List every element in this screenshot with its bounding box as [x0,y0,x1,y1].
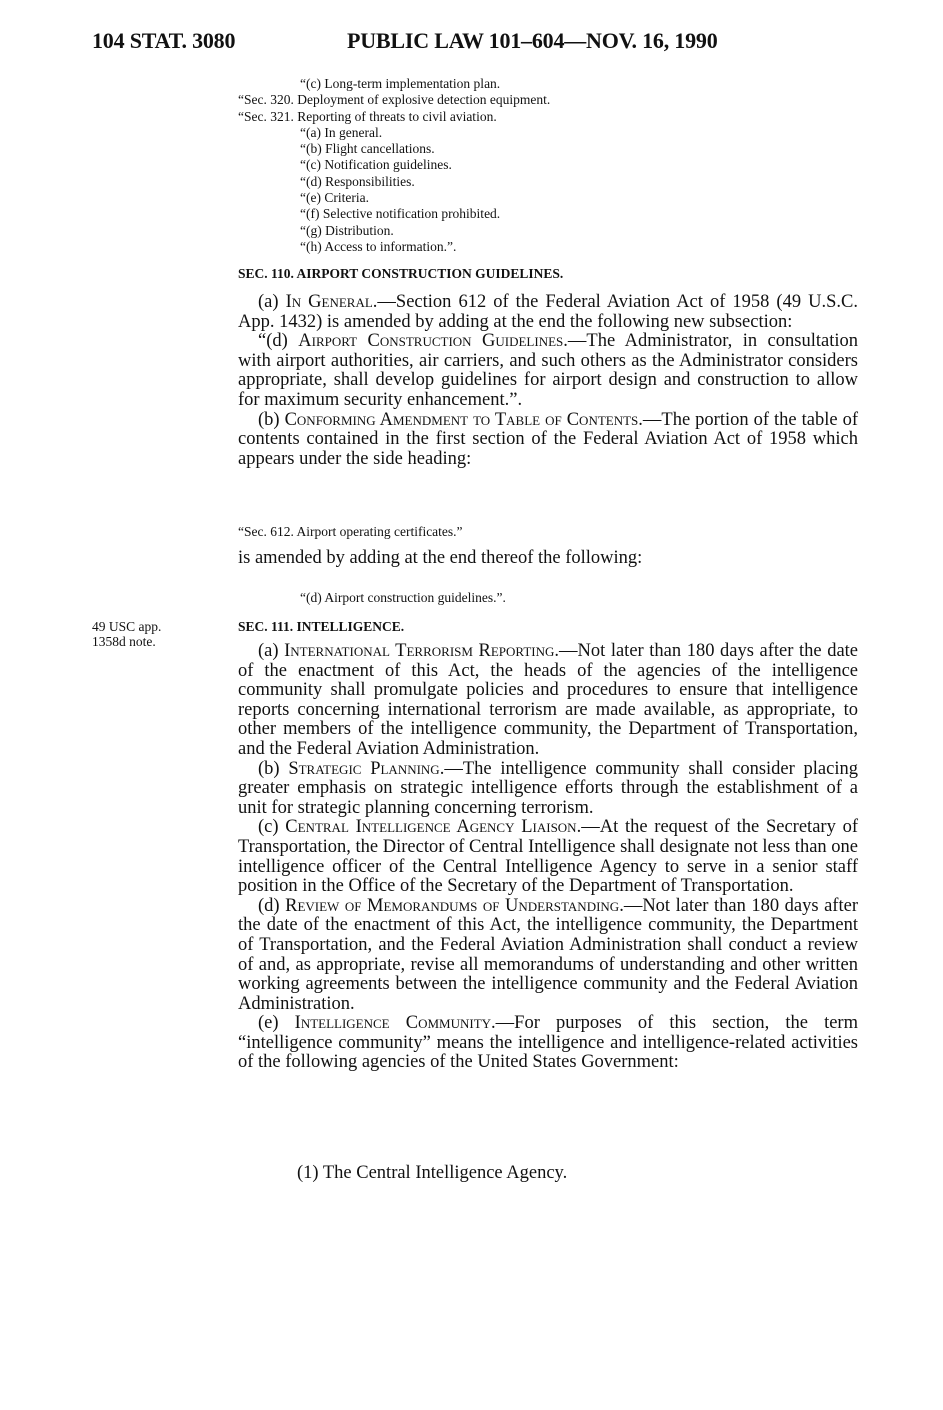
toc-line: “(c) Long-term implementation plan. [300,76,501,91]
public-law-citation: PUBLIC LAW 101–604—NOV. 16, 1990 [347,28,718,53]
paragraph-111-c: (c) Central Intelligence Agency Liaison.—At the request of the Secretary of Transportation, the Director of Central Intelligence shall designate not less than one intelligence officer of the Central Intelligence Agency to serve in a senior staff position in the Office of the Secretary of the Department of Transportation. [238,817,858,897]
toc-line: “(a) In general. [300,124,383,140]
subsection-heading: Intelligence Community [294,1013,492,1034]
subsection-heading: International Terrorism Reporting [284,641,555,661]
paragraph-111-d: (d) Review of Memorandums of Understanding.—Not later than 180 days after the date of the enactment of this Act, the intelligence community, the Department of Transportation, and the Federal Aviation Administration shall conduct a review of and, as appropriate, revise all memorandums of understanding and other written working agreements between the intelligence community and the Federal Aviation Administration. [238,895,858,1014]
quoted-toc-entry: “Sec. 612. Airport operating certificates.” [238,524,463,539]
toc-line: “(e) Criteria. [300,190,369,206]
paragraph-111-e: (e) Intelligence Community.—For purposes of this section, the term “intelligence community” means the intelligence and intelligence-related activities of the following agencies of the United States Government: [238,1013,858,1073]
toc-line: “(b) Flight cancellations. [300,141,435,157]
subsection-heading: Strategic Planning [288,758,440,779]
toc-line: “(f) Selective notification prohibited. [300,206,501,222]
subsection-heading: Airport Construction Guidelines [298,331,564,352]
list-item-1: (1) The Central Intelligence Agency. [297,1163,568,1183]
subsection-heading: Conforming Amendment to Table of Contents [284,409,639,430]
toc-line: “Sec. 320. Deployment of explosive detection equipment. [238,92,551,108]
paragraph-111-b: (b) Strategic Planning.—The intelligence community shall consider placing greater emphasis on strategic intelligence efforts through the establishment of a unit for strategic planning concerning terrorism. [238,758,858,818]
toc-line: “(h) Access to information.”. [300,238,457,254]
subsection-heading: Central Intelligence Agency Liaison [285,817,577,838]
subsection-heading: Review of Memorandums of Understanding [285,895,620,916]
subsection-heading: In General [285,292,373,312]
section-111-heading: SEC. 111. INTELLIGENCE. [238,619,405,634]
paragraph-110-d-quoted: “(d) Airport Construction Guidelines.—The Administrator, in consultation with airport authorities, air carriers, and such others as the Administrator considers appropriate, shall develop guidelines for airport design and construction to allow for maximum security enhancement.”. [238,331,858,410]
section-110-body [238,293,858,469]
table-of-contents-excerpt [238,76,858,255]
section-110-heading: SEC. 110. AIRPORT CONSTRUCTION GUIDELINES. [238,266,564,281]
paragraph-110-a: (a) In General.—Section 612 of the Federal Aviation Act of 1958 (49 U.S.C. App. 1432) is amended by adding at the end the following new subsection: [238,292,858,332]
stat-page-number: 104 STAT. 3080 [92,28,236,53]
toc-line: “(g) Distribution. [300,222,394,238]
paragraph-111-a: (a) International Terrorism Reporting.—Not later than 180 days after the date of the enactment of this Act, the heads of the agencies of the intelligence community shall promulgate policies and procedures to ensure that intelligence reports concerning international terrorism are made available, as appropriate, to other members of the intelligence community, the Department of Transportation, and the Federal Aviation Administration. [238,641,859,759]
section-111-body [238,642,858,1073]
amendment-instruction: is amended by adding at the end thereof the following: [238,548,643,568]
inserted-toc-entry: “(d) Airport construction guidelines.”. [300,590,506,605]
margin-note: 49 USC app. 1358d note. [92,619,162,649]
paragraph-110-b: (b) Conforming Amendment to Table of Contents.—The portion of the table of contents contained in the first section of the Federal Aviation Act of 1958 which appears under the side heading: [238,409,858,469]
toc-line: “(d) Responsibilities. [300,173,415,189]
toc-line: “Sec. 321. Reporting of threats to civil aviation. [238,108,497,124]
toc-line: “(c) Notification guidelines. [300,157,452,173]
